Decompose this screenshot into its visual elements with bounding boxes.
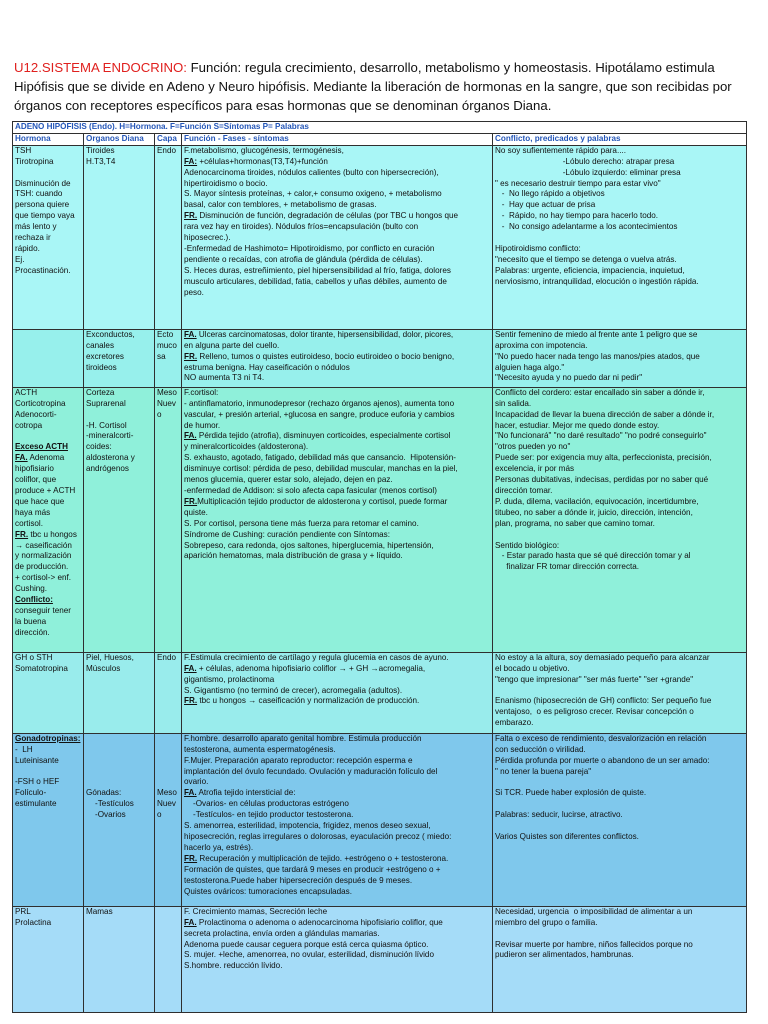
cell-capa <box>155 387 182 652</box>
cell-line: rara vez hay en tiroides). Nódulos fríos=encapsulación (bulto con <box>184 222 419 232</box>
cell-line: FA: +células+hormonas(T3,T4)+función <box>184 156 328 166</box>
cell-line: estimulante <box>15 799 57 809</box>
cell-line: Puede ser: por exigencia muy alta, perfeccionista, precisión, <box>495 453 712 463</box>
cell-line: Palabras: urgente, eficiencia, impaciencia, inquietud, <box>495 265 685 275</box>
cell-line: -H. Cortisol <box>86 420 127 430</box>
cell-line <box>15 734 81 745</box>
cell-line: secreta prolactina, envía orden a glándulas mamarias. <box>184 928 380 938</box>
cell-line <box>86 756 152 767</box>
cell-hormona <box>13 329 84 387</box>
cell-line: pendiente o recaídas, con atrofia de glándula (pérdida de células). <box>184 254 423 264</box>
cell-line: NO aumenta T3 ni T4. <box>184 373 265 383</box>
cell-line: -mineralcorti- <box>86 431 134 441</box>
cell-line <box>495 929 744 940</box>
cell-line: Pérdida profunda por muerte o abandono de un ser amado: <box>495 755 710 765</box>
cell-line: basal, calor con temblores, + metabolismo de grasas. <box>184 200 377 210</box>
cell-line: titubeo, no saber a dónde ir, juicio, dirección, intención, <box>495 507 693 517</box>
cell-line: ACTH <box>15 387 38 397</box>
cell-line: FR. Disminución de función, degradación de células (por TBC u hongos que <box>184 211 459 221</box>
cell-line: Piel, Huesos, <box>86 652 134 662</box>
cell-line: Palabras: seducir, lucirse, atractivo. <box>495 810 623 820</box>
cell-line: hipofisiario <box>15 464 54 474</box>
phase-marker: FR. <box>184 496 198 506</box>
cell-line <box>86 734 152 745</box>
cell-line: Nuev <box>157 398 176 408</box>
cell-line: ventajoso, o es peligroso crecer. Revisar concepción o <box>495 707 694 717</box>
cell-line: F.cortisol: <box>184 387 219 397</box>
cell-line: "tengo que impresionar" "ser más fuerte" "ser +grande" <box>495 674 694 684</box>
cell-line: gigantismo, prolactinoma <box>184 674 275 684</box>
cell-funcion <box>182 329 493 387</box>
cell-line: aparición hematomas, mala distribución de grasa y + líquido. <box>184 551 403 561</box>
cell-line: Revisar muerte por hambre, niños fallecidos porque no <box>495 939 693 949</box>
cell-funcion <box>182 733 493 906</box>
cell-line: -Ovarios- en células productoras estrógeno <box>184 799 349 809</box>
cell-line: más lento y <box>15 222 57 232</box>
cell-line: Necesidad, urgencia o imposibilidad de alimentar a un <box>495 906 693 916</box>
cell-line <box>15 431 81 442</box>
cell-capa <box>155 733 182 906</box>
cell-line: hiposecrec.). <box>184 233 231 243</box>
cell-line: Luteinisante <box>15 755 59 765</box>
table-row <box>13 387 747 652</box>
phase-marker: FA. <box>184 663 197 673</box>
cell-hormona <box>13 906 84 1012</box>
cell-line: y mineralcorticoides (aldosterona). <box>184 442 309 452</box>
phase-marker: FA. <box>184 329 197 339</box>
cell-line: FR. tbc u hongos <box>15 529 77 539</box>
cell-line: -Ovarios <box>86 810 126 820</box>
cell-line: PRL <box>15 906 31 916</box>
cell-line: Tiroides <box>86 145 115 155</box>
cell-line: S. exhausto, agotado, fatigado, debilidad más que cansancio. Hipotensión- <box>184 453 456 463</box>
cell-line: pudieron ser alimentados, hambrunas. <box>495 950 634 960</box>
cell-line: + cortisol-> enf. <box>15 573 71 583</box>
cell-line: FA. Pérdida tejido (atrofia), disminuyen corticoides, especialmente cortisol <box>184 431 451 441</box>
cell-line: - Rápido, no hay tiempo para hacerlo todo. <box>495 211 659 221</box>
cell-line: menos glucemia, querer estar solo, alejado, dejen en paz. <box>184 475 393 485</box>
cell-line: Falta o exceso de rendimiento, desvalorización en relación <box>495 733 707 743</box>
section-title: U12.SISTEMA ENDOCRINO: <box>14 60 187 75</box>
intro-paragraph <box>14 58 754 115</box>
cell-capa <box>155 652 182 733</box>
cell-line: -Lóbulo izquierdo: eliminar presa <box>495 167 681 177</box>
cell-line: Adenocorti- <box>15 409 57 419</box>
header-organos: Organos Diana <box>84 133 155 145</box>
cell-line: TSH: cuando <box>15 189 63 199</box>
cell-line: - LH <box>15 744 33 754</box>
cell-line <box>495 777 744 788</box>
cell-line: Folículo- <box>15 788 47 798</box>
cell-line: la buena <box>15 616 47 626</box>
cell-organos <box>84 329 155 387</box>
cell-line: F.metabolismo, glucogénesis, termogénesis, <box>184 145 344 155</box>
cell-line: → caseificación <box>15 540 72 550</box>
cell-line <box>495 686 744 697</box>
cell-line: Endo <box>157 145 176 155</box>
cell-line: hipertiroidismo o bocio. <box>184 178 268 188</box>
cell-line: andrógenos <box>86 464 129 474</box>
cell-line: hacer, estudiar. Mejor me quedo donde estoy. <box>495 420 660 430</box>
cell-line: coides: <box>86 442 112 452</box>
phase-marker: FR. <box>15 529 29 539</box>
cell-line: conseguir tener <box>15 605 72 615</box>
cell-line: - No consigo adelantarme a los acontecimientos <box>495 222 678 232</box>
cell-line: FA. Adenoma <box>15 453 65 463</box>
cell-line: S. Mayor síntesis proteínas, + calor,+ consumo oxigeno, + metabolismo <box>184 189 442 199</box>
endocrine-table <box>12 121 747 1013</box>
cell-line: Suprarenal <box>86 398 126 408</box>
cell-line: con seducción o virilidad. <box>495 744 586 754</box>
cell-line: finalizar FR tomar dirección correcta. <box>495 562 640 572</box>
cell-line: FR.Multiplicación tejido productor de aldosterona y cortisol, puede formar <box>184 496 448 506</box>
cell-line: en alguna parte del cuello. <box>184 340 280 350</box>
header-conflicto: Conflicto, predicados y palabras <box>493 133 747 145</box>
table-caption-row <box>13 122 747 134</box>
cell-line: cotropa <box>15 420 43 430</box>
cell-line: sin salida. <box>495 398 532 408</box>
cell-line: quiste. <box>184 507 208 517</box>
cell-line: GH o STH <box>15 652 53 662</box>
cell-line: -Enfermedad de Hashimoto= Hipotiroidismo, por conflicto en curación <box>184 243 435 253</box>
cell-line: estruma benigna. Hay caseificación o nódulos <box>184 362 350 372</box>
cell-organos <box>84 652 155 733</box>
cell-line: -Lóbulo derecho: atrapar presa <box>495 156 675 166</box>
cell-line <box>495 233 744 244</box>
cell-line: S. Gigantismo (no terminó de crecer), acromegalia (adultos). <box>184 685 403 695</box>
cell-line: excelencia, ir por más <box>495 464 575 474</box>
cell-line: persona quiere <box>15 200 70 210</box>
table-row <box>13 906 747 1012</box>
cell-funcion <box>182 906 493 1012</box>
cell-line: Gónadas: <box>86 788 122 798</box>
cell-line <box>15 168 81 179</box>
cell-line: el bocado u objetivo. <box>495 663 570 673</box>
cell-line: No soy sufientemente rápido para.... <box>495 145 626 155</box>
table-body <box>13 145 747 1012</box>
cell-line: No estoy a la altura, soy demasiado pequeño para alcanzar <box>495 652 710 662</box>
cell-organos <box>84 145 155 329</box>
cell-line: S. Heces duras, estreñimiento, piel hipersensibilidad al frío, fatiga, dolores <box>184 265 451 275</box>
cell-hormona <box>13 145 84 329</box>
cell-line: Ecto <box>157 329 174 339</box>
cell-line: FA. Atrofia tejido intersticial de: <box>184 788 296 798</box>
cell-line: Corteza <box>86 387 115 397</box>
cell-line: F.hombre. desarrollo aparato genital hombre. Estimula producción <box>184 733 422 743</box>
cell-line: excretores <box>86 351 124 361</box>
table-row <box>13 733 747 906</box>
table-header-row <box>13 133 747 145</box>
cell-line: dirección. <box>15 627 50 637</box>
cell-line: Meso <box>157 788 177 798</box>
phase-marker: Gonadotropinas: <box>15 733 81 743</box>
table-row <box>13 329 747 387</box>
cell-line: FR. Recuperación y multiplicación de tejido. +estrógeno o + testosterona. <box>184 853 449 863</box>
intro-line-2: Hipófisis que se divide en Adeno y Neuro hipófisis. Mediante la liberación de hormonas en la sangre, que son recibidas por <box>14 79 732 94</box>
cell-line: "otros pueden yo no" <box>495 442 571 452</box>
cell-conflicto <box>493 906 747 1012</box>
phase-marker: FA: <box>184 156 198 166</box>
cell-line <box>157 777 179 788</box>
cell-line: cortisol. <box>15 518 43 528</box>
cell-line: sa <box>157 351 166 361</box>
cell-line: alguien haga algo." <box>495 362 565 372</box>
cell-line: plan, programa, no saber que camino tomar. <box>495 518 655 528</box>
cell-line: - Estar parado hasta que sé qué dirección tomar y al <box>495 551 691 561</box>
cell-line <box>157 745 179 756</box>
intro-line-1: Función: regula crecimiento, desarrollo, metabolismo y homeostasis. Hipotálamo estimula <box>186 60 715 75</box>
cell-line: Ej. <box>15 254 25 264</box>
phase-marker: FA. <box>184 917 197 927</box>
cell-capa <box>155 906 182 1012</box>
cell-line: dirección tomar. <box>495 485 553 495</box>
cell-line: que tiempo vaya <box>15 211 75 221</box>
cell-funcion <box>182 652 493 733</box>
header-capa: Capa <box>155 133 182 145</box>
cell-line: canales <box>86 340 115 350</box>
cell-hormona <box>13 387 84 652</box>
cell-line <box>495 821 744 832</box>
cell-line: -FSH o HEF <box>15 777 60 787</box>
cell-line: FR. Relleno, tumos o quistes eutiroideso, bocio eutiroideo o bocio benigno, <box>184 351 455 361</box>
intro-line-3: órganos con receptores específicos para esas hormonas que se denominan órganos Diana. <box>14 98 552 113</box>
cell-line: aldosterona y <box>86 453 135 463</box>
cell-line: muco <box>157 340 177 350</box>
cell-line <box>157 756 179 767</box>
cell-line <box>15 767 81 778</box>
cell-line: - Hay que actuar de prisa <box>495 200 596 210</box>
table-caption: ADENO HIPÓFISIS (Endo). H=Hormona. F=Función S=Síntomas P= Palabras <box>13 122 747 134</box>
cell-line: S.hombre. reducción lívido. <box>184 961 283 971</box>
cell-line: Músculos <box>86 663 121 673</box>
cell-line: - antinflamatorio, inmunodepresor (rechazo órganos ajenos), aumenta tono <box>184 398 455 408</box>
cell-line: FA. + células, adenoma hipofisiario coliflor → + GH →acromegalia, <box>184 663 426 673</box>
cell-line: peso. <box>184 287 204 297</box>
cell-line: Prolactina <box>15 917 52 927</box>
cell-hormona <box>13 652 84 733</box>
cell-line: hiposecreción, reglas irregulares o dolorosas, eyaculación precoz ( miedo: <box>184 831 452 841</box>
cell-line <box>157 734 179 745</box>
cell-line: miembro del grupo o familia. <box>495 917 598 927</box>
cell-line: rechaza ir <box>15 233 51 243</box>
cell-line: nerviosismo, intranquilidad, elocución o ingestión rápida. <box>495 276 699 286</box>
cell-line: testosterona.Puede haber hipersecreción después de 9 meses. <box>184 875 413 885</box>
cell-conflicto <box>493 387 747 652</box>
cell-line: testosterona, aumenta espermatogénesis. <box>184 744 336 754</box>
cell-organos <box>84 906 155 1012</box>
cell-line: de humor. <box>184 420 221 430</box>
cell-line: Sentido biológico: <box>495 540 560 550</box>
cell-line: P. duda, dilema, vacilación, equivocación, incertidumbre, <box>495 496 699 506</box>
cell-line: aproxima con impotencia. <box>495 340 588 350</box>
table-row <box>13 145 747 329</box>
cell-line: Disminución de <box>15 178 71 188</box>
cell-line: TSH <box>15 145 32 155</box>
cell-line: Enanismo (hiposecreción de GH) conflicto: Ser pequeño fue <box>495 696 712 706</box>
cell-line: tiroideos <box>86 362 117 372</box>
cell-line: F.Estimula crecimiento de cartílago y regula glucemia en casos de ayuno. <box>184 652 449 662</box>
phase-marker: Exceso ACTH <box>15 442 68 452</box>
cell-line: F. Crecimiento mamas, Secreción leche <box>184 906 328 916</box>
cell-line: -Testículos <box>86 799 134 809</box>
cell-line: de producción. <box>15 562 69 572</box>
cell-line: ovario. <box>184 777 209 787</box>
cell-line: Incapacidad de llevar la buena dirección de saber a dónde ir, <box>495 409 715 419</box>
cell-line: Sentir femenino de miedo al frente ante 1 peligro que se <box>495 329 698 339</box>
cell-line <box>495 799 744 810</box>
cell-line: Varios Quistes son diferentes conflictos. <box>495 831 639 841</box>
cell-line: embarazo. <box>495 718 534 728</box>
cell-line: Somatotropina <box>15 663 68 673</box>
cell-line: y normalización <box>15 551 72 561</box>
phase-marker: FR. <box>184 853 198 863</box>
cell-line: haya más <box>15 507 51 517</box>
cell-line: rápido. <box>15 243 40 253</box>
cell-line: produce + ACTH <box>15 485 76 495</box>
cell-line: Adenocarcinoma tiroides, nódulos calientes (bulto con hipersecreción), <box>184 167 439 177</box>
cell-line: o <box>157 409 162 419</box>
cell-line: Procastinación. <box>15 265 71 275</box>
cell-line <box>495 530 744 541</box>
phase-marker: FR. <box>184 696 198 706</box>
cell-organos <box>84 387 155 652</box>
cell-conflicto <box>493 329 747 387</box>
cell-line <box>15 442 81 453</box>
cell-line: o <box>157 810 162 820</box>
cell-line: - No llego rápido a objetivos <box>495 189 605 199</box>
cell-line: -enfermedad de Addison: si solo afecta capa fasicular (menos cortisol) <box>184 485 437 495</box>
cell-funcion <box>182 145 493 329</box>
cell-line: "necesito que el tiempo se detenga o vuelva atrás. <box>495 254 677 264</box>
phase-marker: FA. <box>184 788 197 798</box>
cell-line: Cushing. <box>15 584 48 594</box>
cell-line <box>86 745 152 756</box>
cell-line: Sobrepeso, cara redonda, ojos saltones, hiperglucemia, hipertensión, <box>184 540 434 550</box>
cell-line: H.T3,T4 <box>86 156 116 166</box>
cell-line: FA. Ulceras carcinomatosas, dolor tirante, hipersensibilidad, dolor, picores, <box>184 329 454 339</box>
cell-line: F.Mujer. Preparación aparato reproductor: recepción esperma e <box>184 755 413 765</box>
cell-capa <box>155 145 182 329</box>
cell-line: Quistes ováricos: tumoraciones encapsuladas. <box>184 886 353 896</box>
cell-conflicto <box>493 733 747 906</box>
cell-capa <box>155 329 182 387</box>
cell-conflicto <box>493 652 747 733</box>
cell-line: S. amenorrea, esterilidad, impotencia, frigidez, menos deseo sexual, <box>184 821 431 831</box>
header-hormona: Hormona <box>13 133 84 145</box>
cell-line: -Testículos- en tejido productor testosterona. <box>184 810 354 820</box>
cell-line: implantación del óvulo fecundado. Ovulación y maduración folículo del <box>184 766 438 776</box>
cell-line: S. Por cortisol, persona tiene más fuerza para retomar el camino. <box>184 518 419 528</box>
phase-marker: FA. <box>184 431 197 441</box>
cell-line: Tirotropina <box>15 156 54 166</box>
cell-line: musculo articulares, debilidad, fatia, cabellos y uñas débiles, aumento de <box>184 276 447 286</box>
cell-line: " es necesario destruir tiempo para estar vivo" <box>495 178 661 188</box>
cell-line <box>86 410 152 421</box>
cell-line: FR. tbc u hongos → caseificación y normalización de producción. <box>184 696 420 706</box>
cell-line: hacerlo ya, estrés). <box>184 842 254 852</box>
cell-line: Conflicto del cordero: estar encallado sin saber a dónde ir, <box>495 387 705 397</box>
cell-conflicto <box>493 145 747 329</box>
cell-line: Hipotiroidismo conflicto: <box>495 243 581 253</box>
cell-line: Adenoma puede causar ceguera porque está cerca quiasma óptico. <box>184 939 429 949</box>
cell-line: "No puedo hacer nada tengo las manos/pies atados, que <box>495 351 700 361</box>
cell-hormona <box>13 733 84 906</box>
cell-line: "No funcionará" "no daré resultado" "no podré conseguirlo" <box>495 431 707 441</box>
header-funcion: Función - Fases - síntomas <box>182 133 493 145</box>
cell-line: Formación de quistes, que tardará 9 meses en producir +estrógeno o + <box>184 864 441 874</box>
cell-line: Nuev <box>157 799 176 809</box>
cell-line <box>86 777 152 788</box>
cell-line: que hace que <box>15 496 65 506</box>
cell-line: FA. Prolactinoma o adenoma o adenocarcinoma hipofisiario coliflor, que <box>184 917 443 927</box>
cell-line: Mamas <box>86 906 113 916</box>
cell-line: Personas dubitativas, indecisas, perdidas por no saber qué <box>495 475 709 485</box>
table-row <box>13 652 747 733</box>
cell-line <box>157 767 179 778</box>
phase-marker: FR. <box>184 211 198 221</box>
cell-line: Si TCR. Puede haber explosión de quiste. <box>495 788 647 798</box>
cell-line: Exconductos, <box>86 329 135 339</box>
cell-line: disminuye cortisol: pérdida de peso, debilidad muscular, manchas en la piel, <box>184 464 458 474</box>
cell-line: coliflor, que <box>15 475 57 485</box>
cell-line: Corticotropina <box>15 398 66 408</box>
cell-line <box>15 595 81 606</box>
phase-marker: FA. <box>15 453 28 463</box>
cell-line <box>86 767 152 778</box>
cell-line: " no tener la buena pareja" <box>495 766 592 776</box>
cell-funcion <box>182 387 493 652</box>
cell-line: Meso <box>157 387 177 397</box>
cell-line: "Necesito ayuda y no puedo dar ni pedir" <box>495 373 643 383</box>
cell-organos <box>84 733 155 906</box>
cell-line: vascular, + presión arterial, +glucosa en sangre, produce euforia y cambios <box>184 409 455 419</box>
cell-line: Endo <box>157 652 176 662</box>
cell-line: S. mujer. +leche, amenorrea, no ovular, esterilidad, disminución lívido <box>184 950 434 960</box>
phase-marker: Conflicto: <box>15 595 53 605</box>
cell-line: Síndrome de Cushing: curación pendiente con Síntomas: <box>184 529 390 539</box>
phase-marker: FR. <box>184 351 198 361</box>
